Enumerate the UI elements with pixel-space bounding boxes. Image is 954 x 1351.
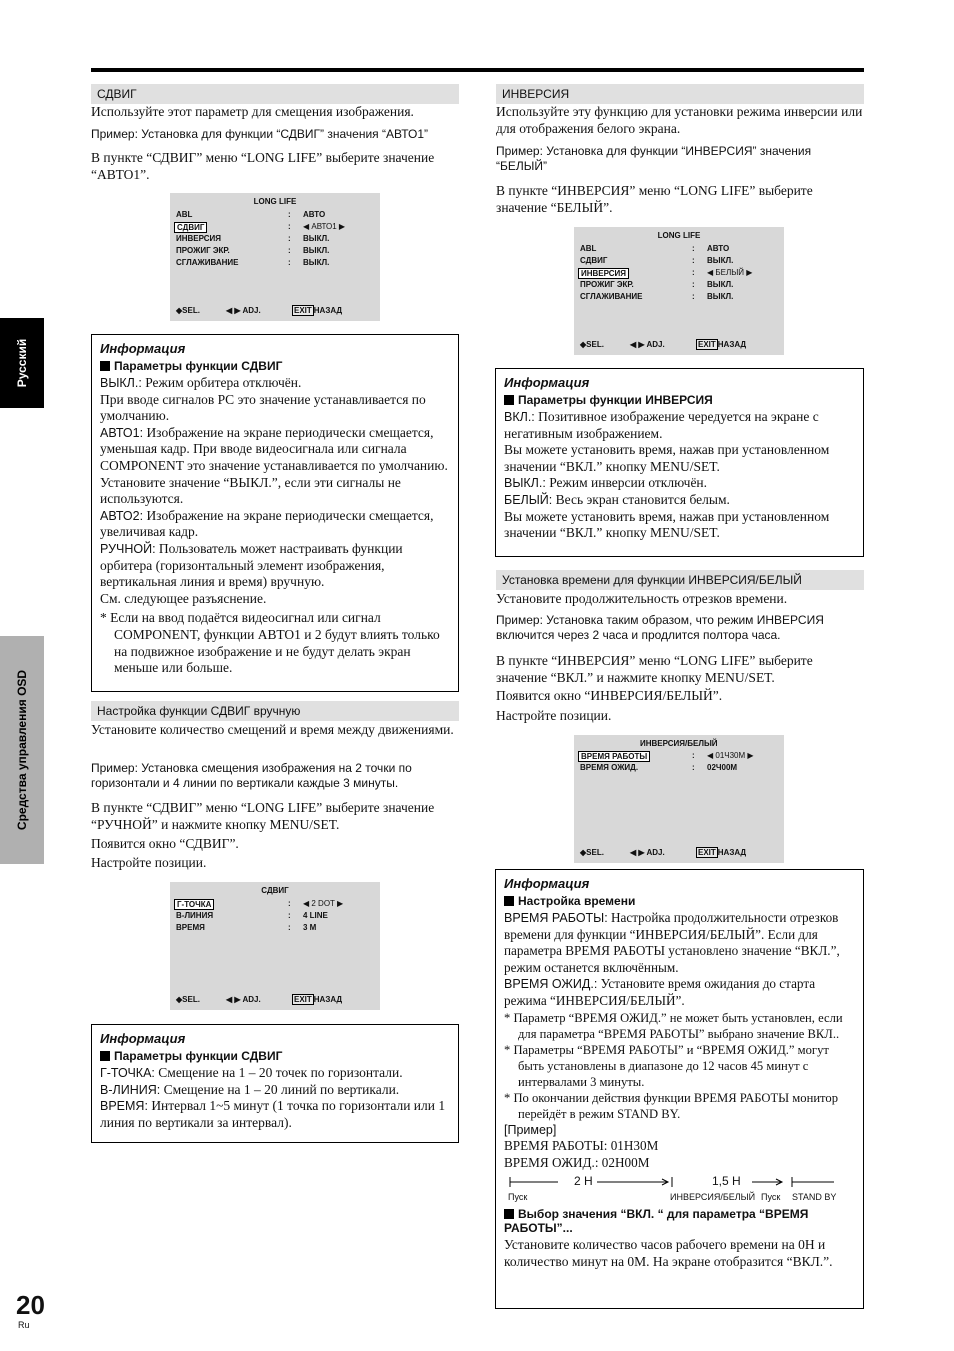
timer-example: Пример: Установка таким образом, что режим ИНВЕРСИЯ включится через 2 часа и продлится полтора часа. [496,613,824,642]
top-rule [91,68,864,72]
info-title: Информация [100,1031,186,1046]
info-body: ВЫКЛ.: Режим орбитера отключён. При вводе сигналов PC это значение устанавливается по умолчанию. АВТО1: Изображение на экране периодически смещается, уменьшая кадр. При вводе видеосигнала или сигнала COMPONENT это значение устанавливается по умолчанию. Установите значение “ВЫКЛ.”, если эти сигналы не используются. АВТО2: Изображение на экране периодически смещается, увеличивая кадр. РУЧНОЙ: Пользователь может настраивать функции орбитера (горизонтальный элемент изображения, вертикальная линия и время) вручную. См. следующее разъяснение. * Если на ввод подаётся видеосигнал или сигнал COMPONENT, функции АВТО1 и 2 будут влиять только на подвижное изображение и не будут делать экран меньше или больше. [100,375,448,676]
timeline-standby: STAND BY [792,1192,837,1203]
timeline-label-2h: 2 H [574,1174,593,1189]
shift-paragraph-3: В пункте “СДВИГ” меню “LONG LIFE” выберите значение “АВТО1”. [91,150,435,182]
osd-row-selected: ВРЕМЯ РАБОТЫ : ◀ 01Ч30М ▶ [574,751,784,762]
osd-title: СДВИГ [261,886,289,895]
osd-row-selected: СДВИГ : ◀ АВТО1 ▶ [170,222,380,233]
info-title: Информация [504,876,590,891]
manual-example: Пример: Установка смещения изображения на 2 точки по горизонтали и 4 линии по вертикали каждые 3 минуты. [91,761,412,790]
osd-row: СДВИГ : ВЫКЛ. [580,256,734,265]
osd-row: ВРЕМЯ ОЖИД. : 02Ч00М [580,763,738,772]
osd-row: В-ЛИНИЯ : 4 LINE [176,911,328,920]
manual-paragraph-5: Настройте позиции. [91,855,207,870]
info-subtitle: Параметры функции СДВИГ [100,1049,450,1063]
timer-paragraph-1: Установите продолжительность отрезков времени. [496,591,788,606]
osd-title: ИНВЕРСИЯ/БЕЛЫЙ [640,739,718,748]
timer-paragraph-5: Настройте позиции. [496,708,612,723]
square-bullet-icon [100,361,110,371]
osd-shift-manual [170,882,380,1010]
manual-paragraph-4: Появится окно “СДВИГ”. [91,836,239,851]
leftright-icon: ◀ ▶ [226,995,241,1004]
shift-example: Пример: Установка для функции “СДВИГ” значения “АВТО1” [91,127,428,141]
info-body: ВРЕМЯ РАБОТЫ: Настройка продолжительности отрезков времени для функции “ИНВЕРСИЯ/БЕЛЫЙ”. Если для параметра ВРЕМЯ РАБОТЫ установлено значение “ВКЛ.”, режим останется включённым. ВРЕМЯ ОЖИД.: Установите время ожидания до старта режима “ИНВЕРСИЯ/БЕЛЫЙ”. * Параметр “ВРЕМЯ ОЖИД.” не может быть установлен, если для параметра “ВРЕМЯ РАБОТЫ” выбрано значение ВКЛ.. * Параметры “ВРЕМЯ РАБОТЫ” и “ВРЕМЯ ОЖИД.” могут быть установлены в диапазоне до 12 часов 45 минут с интервалами 3 минуты. * По окончании действия функции ВРЕМЯ РАБОТЫ монитор перейдёт в режим STAND BY. [Пример] ВРЕМЯ РАБОТЫ: 01Н30М ВРЕМЯ ОЖИД.: 02Н00М [504,910,843,1170]
page-language-code: Ru [18,1320,30,1330]
info-last-paragraph: Установите количество часов рабочего времени на 0H и количество минут на 0M. На экране отобразится “ВКЛ.”. [504,1237,833,1269]
info-box-inversion-params [495,368,864,557]
osd-footer: ◆SEL. ◀ ▶ ADJ. EXIT НАЗАД [176,306,343,315]
updown-icon: ◆ [176,306,183,315]
page-number: 20 [16,1290,45,1320]
inversion-paragraph-1: Используйте эту функцию для установки режима инверсии или для отображения белого экрана. [496,104,863,136]
osd-row: ПРОЖИГ ЭКР. : ВЫКЛ. [176,246,330,255]
updown-icon: ◆ [580,848,587,857]
osd-inversion-white [574,735,784,863]
updown-icon: ◆ [176,995,183,1004]
inversion-paragraph-3: В пункте “ИНВЕРСИЯ” меню “LONG LIFE” выберите значение “БЕЛЫЙ”. [496,183,813,215]
timeline-start-2: Пуск [761,1192,781,1203]
info-title: Информация [100,341,186,356]
leftright-icon: ◀ ▶ [630,340,645,349]
timeline-label-1-5h: 1,5 H [712,1174,741,1189]
section-heading-shift: СДВИГ [91,84,459,104]
square-bullet-icon [504,395,514,405]
timeline-start: Пуск [508,1192,528,1203]
osd-row-selected: Г-ТОЧКА : ◀ 2 DOT ▶ [170,899,380,910]
osd-footer: ◆SEL. ◀ ▶ ADJ. EXIT НАЗАД [580,340,747,349]
exit-key-icon: EXIT [294,995,312,1004]
info-body: Г-ТОЧКА: Смещение на 1 – 20 точек по горизонтали. В-ЛИНИЯ: Смещение на 1 – 20 линий по вертикали. ВРЕМЯ: Интервал 1~5 минут (1 точка по горизонтали или 1 линия по вертикали за интервал). [100,1065,446,1130]
square-bullet-icon [504,896,514,906]
timer-paragraph-4: Появится окно “ИНВЕРСИЯ/БЕЛЫЙ”. [496,688,723,703]
square-bullet-icon [504,1209,514,1219]
manual-paragraph-1: Установите количество смещений и время между движениями. [91,722,454,737]
info-title: Информация [504,375,590,390]
exit-key-icon: EXIT [294,306,312,315]
leftright-icon: ◀ ▶ [226,306,241,315]
osd-row: ИНВЕРСИЯ : ВЫКЛ. [176,234,330,243]
osd-footer: ◆SEL. ◀ ▶ ADJ. EXIT НАЗАД [176,995,343,1004]
osd-row: ВРЕМЯ : 3 M [176,923,317,932]
info-subtitle: Настройка времени [504,894,855,908]
inversion-example: Пример: Установка для функции “ИНВЕРСИЯ” значения “БЕЛЫЙ” [496,144,812,173]
section-heading-timer: Установка времени для функции ИНВЕРСИЯ/БЕЛЫЙ [496,570,864,590]
side-tab-language: Русский [0,318,44,408]
osd-row-selected: ИНВЕРСИЯ : ◀ БЕЛЫЙ ▶ [574,268,784,279]
timer-paragraph-3: В пункте “ИНВЕРСИЯ” меню “LONG LIFE” выберите значение “ВКЛ.” и нажмите кнопку MENU/SET. [496,653,813,685]
info-subtitle: Параметры функции СДВИГ [100,359,450,373]
exit-key-icon: EXIT [698,340,716,349]
section-heading-manual: Настройка функции СДВИГ вручную [91,701,459,721]
osd-row: ПРОЖИГ ЭКР. : ВЫКЛ. [580,280,734,289]
osd-title: LONG LIFE [657,231,701,240]
osd-long-life-inversion [574,227,784,355]
timeline-inv-white: ИНВЕРСИЯ/БЕЛЫЙ [670,1192,756,1203]
info-box-shift-manual-params [91,1024,459,1143]
manual-paragraph-3: В пункте “СДВИГ” меню “LONG LIFE” выберите значение “РУЧНОЙ” и нажмите кнопку MENU/SET. [91,800,435,832]
osd-footer: ◆SEL. ◀ ▶ ADJ. EXIT НАЗАД [580,848,747,857]
square-bullet-icon [100,1051,110,1061]
info-box-shift-params [91,334,459,692]
shift-paragraph-1: Используйте этот параметр для смещения изображения. [91,104,414,119]
side-tab-section: Средства управления OSD [0,636,44,864]
osd-row: СГЛАЖИВАНИЕ : ВЫКЛ. [580,292,734,301]
info-subtitle: Параметры функции ИНВЕРСИЯ [504,393,855,407]
osd-row: СГЛАЖИВАНИЕ : ВЫКЛ. [176,258,330,267]
osd-long-life-shift [170,193,380,321]
osd-title: LONG LIFE [253,197,297,206]
section-heading-inversion: ИНВЕРСИЯ [496,84,864,104]
info-subtitle-2: Выбор значения “ВКЛ. “ для параметра “ВРЕМЯ РАБОТЫ”... [504,1207,809,1236]
exit-key-icon: EXIT [698,848,716,857]
osd-row: ABL : АВТО [580,244,730,253]
info-body: ВКЛ.: Позитивное изображение чередуется на экране с негативным изображением. Вы можете установить время, нажав при установленном значении “ВКЛ.” кнопку MENU/SET. ВЫКЛ.: Режим инверсии отключён. БЕЛЫЙ: Весь экран становится белым. Вы можете установить время, нажав при установленном значении “ВКЛ.” кнопку MENU/SET. [504,409,830,541]
osd-row: ABL : АВТО [176,210,326,219]
updown-icon: ◆ [580,340,587,349]
leftright-icon: ◀ ▶ [630,848,645,857]
timeline-diagram [504,1173,855,1203]
info-box-timer-settings [495,869,864,1309]
